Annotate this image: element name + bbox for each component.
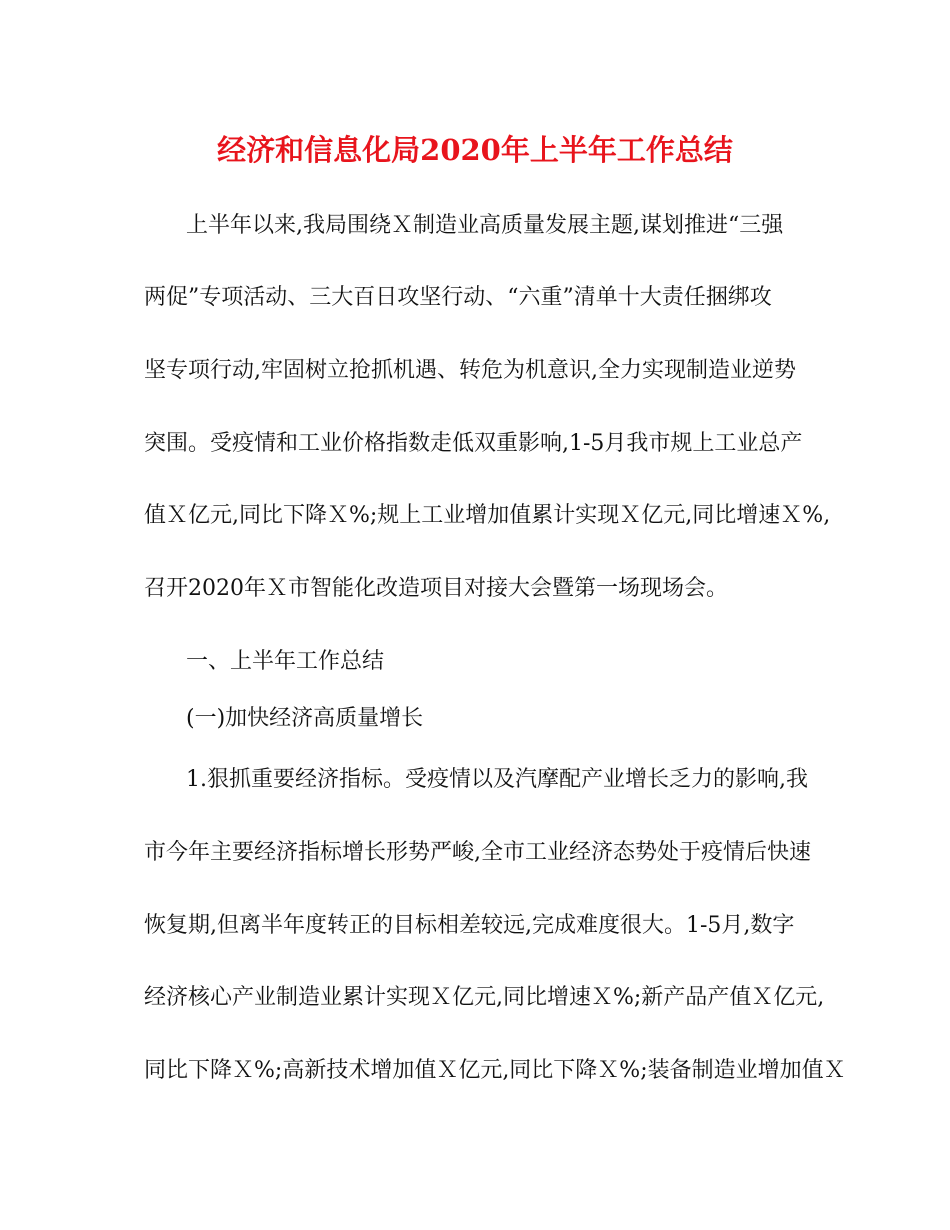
paragraph-line: 召开2020年Ｘ市智能化改造项目对接大会暨第一场现场会。 bbox=[144, 576, 728, 601]
paragraph-line: 值Ｘ亿元,同比下降Ｘ%;规上工业增加值累计实现Ｘ亿元,同比增速Ｘ%, bbox=[144, 503, 831, 528]
paragraph-line: 经济核心产业制造业累计实现Ｘ亿元,同比增速Ｘ%;新产品产值Ｘ亿元, bbox=[144, 985, 825, 1010]
paragraph-line: 同比下降Ｘ%;高新技术增加值Ｘ亿元,同比下降Ｘ%;装备制造业增加值Ｘ bbox=[144, 1058, 846, 1083]
subsection-heading: (一)加快经济高质量增长 bbox=[186, 706, 424, 731]
document-title: 经济和信息化局2020年上半年工作总结 bbox=[217, 133, 733, 167]
paragraph-line: 市今年主要经济指标增长形势严峻,全市工业经济态势处于疫情后快速 bbox=[144, 840, 811, 865]
paragraph-line: 突围。受疫情和工业价格指数走低双重影响,1-5月我市规上工业总产 bbox=[144, 431, 803, 456]
section-heading: 一、上半年工作总结 bbox=[186, 649, 385, 674]
paragraph-line: 上半年以来,我局围绕Ｘ制造业高质量发展主题,谋划推进“三强 bbox=[186, 213, 784, 238]
paragraph-line: 恢复期,但离半年度转正的目标相差较远,完成难度很大。1-5月,数字 bbox=[144, 913, 795, 938]
paragraph-line: 1.狠抓重要经济指标。受疫情以及汽摩配产业增长乏力的影响,我 bbox=[186, 767, 808, 792]
paragraph-line: 两促”专项活动、三大百日攻坚行动、“六重”清单十大责任捆绑攻 bbox=[144, 285, 772, 310]
paragraph-line: 坚专项行动,牢固树立抢抓机遇、转危为机意识,全力实现制造业逆势 bbox=[144, 358, 796, 383]
